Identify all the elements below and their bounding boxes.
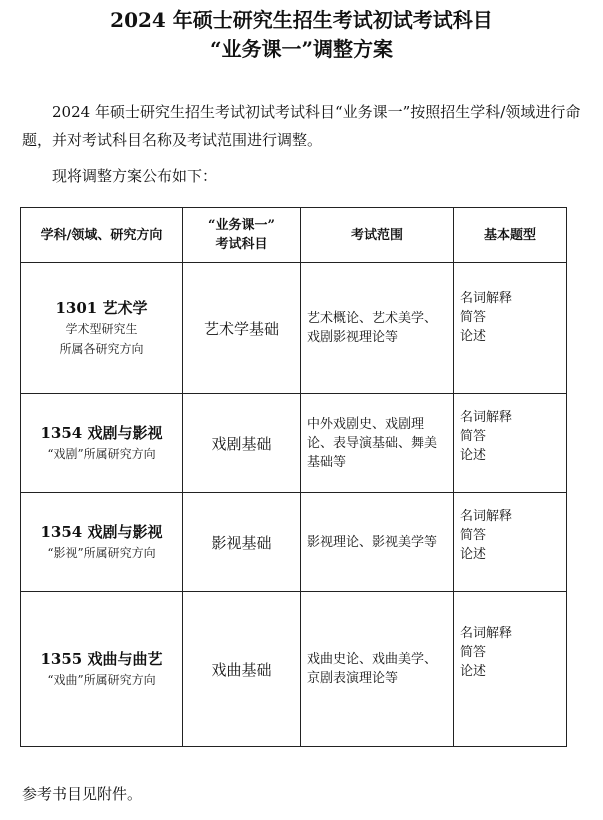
document-title-line1: 2024 年硕士研究生招生考试初试考试科目 bbox=[110, 8, 493, 32]
subject-note: 学术型研究生 bbox=[65, 322, 138, 336]
question-type: 论述 bbox=[460, 448, 487, 463]
subject-name: 1354 戏剧与影视 bbox=[40, 424, 163, 442]
subject-name: 1355 戏曲与曲艺 bbox=[40, 650, 163, 668]
exam-subject-cell: 影视基础 bbox=[183, 493, 301, 592]
subject-name: 1301 艺术学 bbox=[55, 299, 148, 317]
exam-subject-table bbox=[20, 207, 567, 747]
question-types-cell bbox=[454, 493, 567, 592]
question-type: 名词解释 bbox=[460, 410, 513, 425]
question-type: 简答 bbox=[460, 645, 487, 660]
subject-note: “戏剧”所属研究方向 bbox=[47, 447, 156, 461]
discipline-cell bbox=[21, 394, 183, 493]
question-type: 简答 bbox=[460, 528, 487, 543]
question-type: 简答 bbox=[460, 429, 487, 444]
intro-announcement: 现将调整方案公布如下： bbox=[52, 167, 218, 185]
question-types-cell bbox=[454, 394, 567, 493]
subject-note: 所属各研究方向 bbox=[59, 342, 144, 356]
subject-name: 1354 戏剧与影视 bbox=[40, 523, 163, 541]
header-exam-subject-line1: “业务课一” bbox=[208, 218, 275, 233]
question-types-cell bbox=[454, 592, 567, 747]
question-type: 论述 bbox=[460, 664, 487, 679]
question-type: 论述 bbox=[460, 547, 487, 562]
table-row bbox=[21, 592, 567, 747]
question-type: 论述 bbox=[460, 329, 487, 344]
exam-scope-cell: 影视理论、影视美学等 bbox=[301, 493, 454, 592]
exam-subject-cell: 艺术学基础 bbox=[183, 263, 301, 394]
reference-note: 参考书目见附件。 bbox=[22, 785, 143, 803]
exam-subject-cell: 戏剧基础 bbox=[183, 394, 301, 493]
question-type: 名词解释 bbox=[460, 509, 513, 524]
table-row bbox=[21, 263, 567, 394]
question-type: 名词解释 bbox=[460, 291, 513, 306]
table-row bbox=[21, 394, 567, 493]
intro-paragraph: 2024 年硕士研究生招生考试初试考试科目“业务课一”按照招生学科/领域进行命题，并对考试科目名称及考试范围进行调整。 bbox=[22, 103, 581, 149]
document-title-line2: “业务课一”调整方案 bbox=[209, 37, 393, 61]
subject-note: “戏曲”所属研究方向 bbox=[47, 673, 156, 687]
header-discipline: 学科/领域、研究方向 bbox=[21, 208, 183, 263]
header-question-types: 基本题型 bbox=[454, 208, 567, 263]
discipline-cell bbox=[21, 592, 183, 747]
table-row bbox=[21, 493, 567, 592]
subject-note: “影视”所属研究方向 bbox=[47, 546, 156, 560]
discipline-cell bbox=[21, 263, 183, 394]
exam-scope-cell: 艺术概论、艺术美学、戏剧影视理论等 bbox=[301, 263, 454, 394]
exam-subject-cell: 戏曲基础 bbox=[183, 592, 301, 747]
table-header-row bbox=[21, 208, 567, 263]
question-types-cell bbox=[454, 263, 567, 394]
question-type: 简答 bbox=[460, 310, 487, 325]
header-exam-subject-line2: 考试科目 bbox=[215, 237, 268, 252]
exam-scope-cell: 中外戏剧史、戏剧理论、表导演基础、舞美基础等 bbox=[301, 394, 454, 493]
exam-scope-cell: 戏曲史论、戏曲美学、京剧表演理论等 bbox=[301, 592, 454, 747]
header-exam-subject bbox=[183, 208, 301, 263]
header-exam-scope: 考试范围 bbox=[301, 208, 454, 263]
question-type: 名词解释 bbox=[460, 626, 513, 641]
discipline-cell bbox=[21, 493, 183, 592]
